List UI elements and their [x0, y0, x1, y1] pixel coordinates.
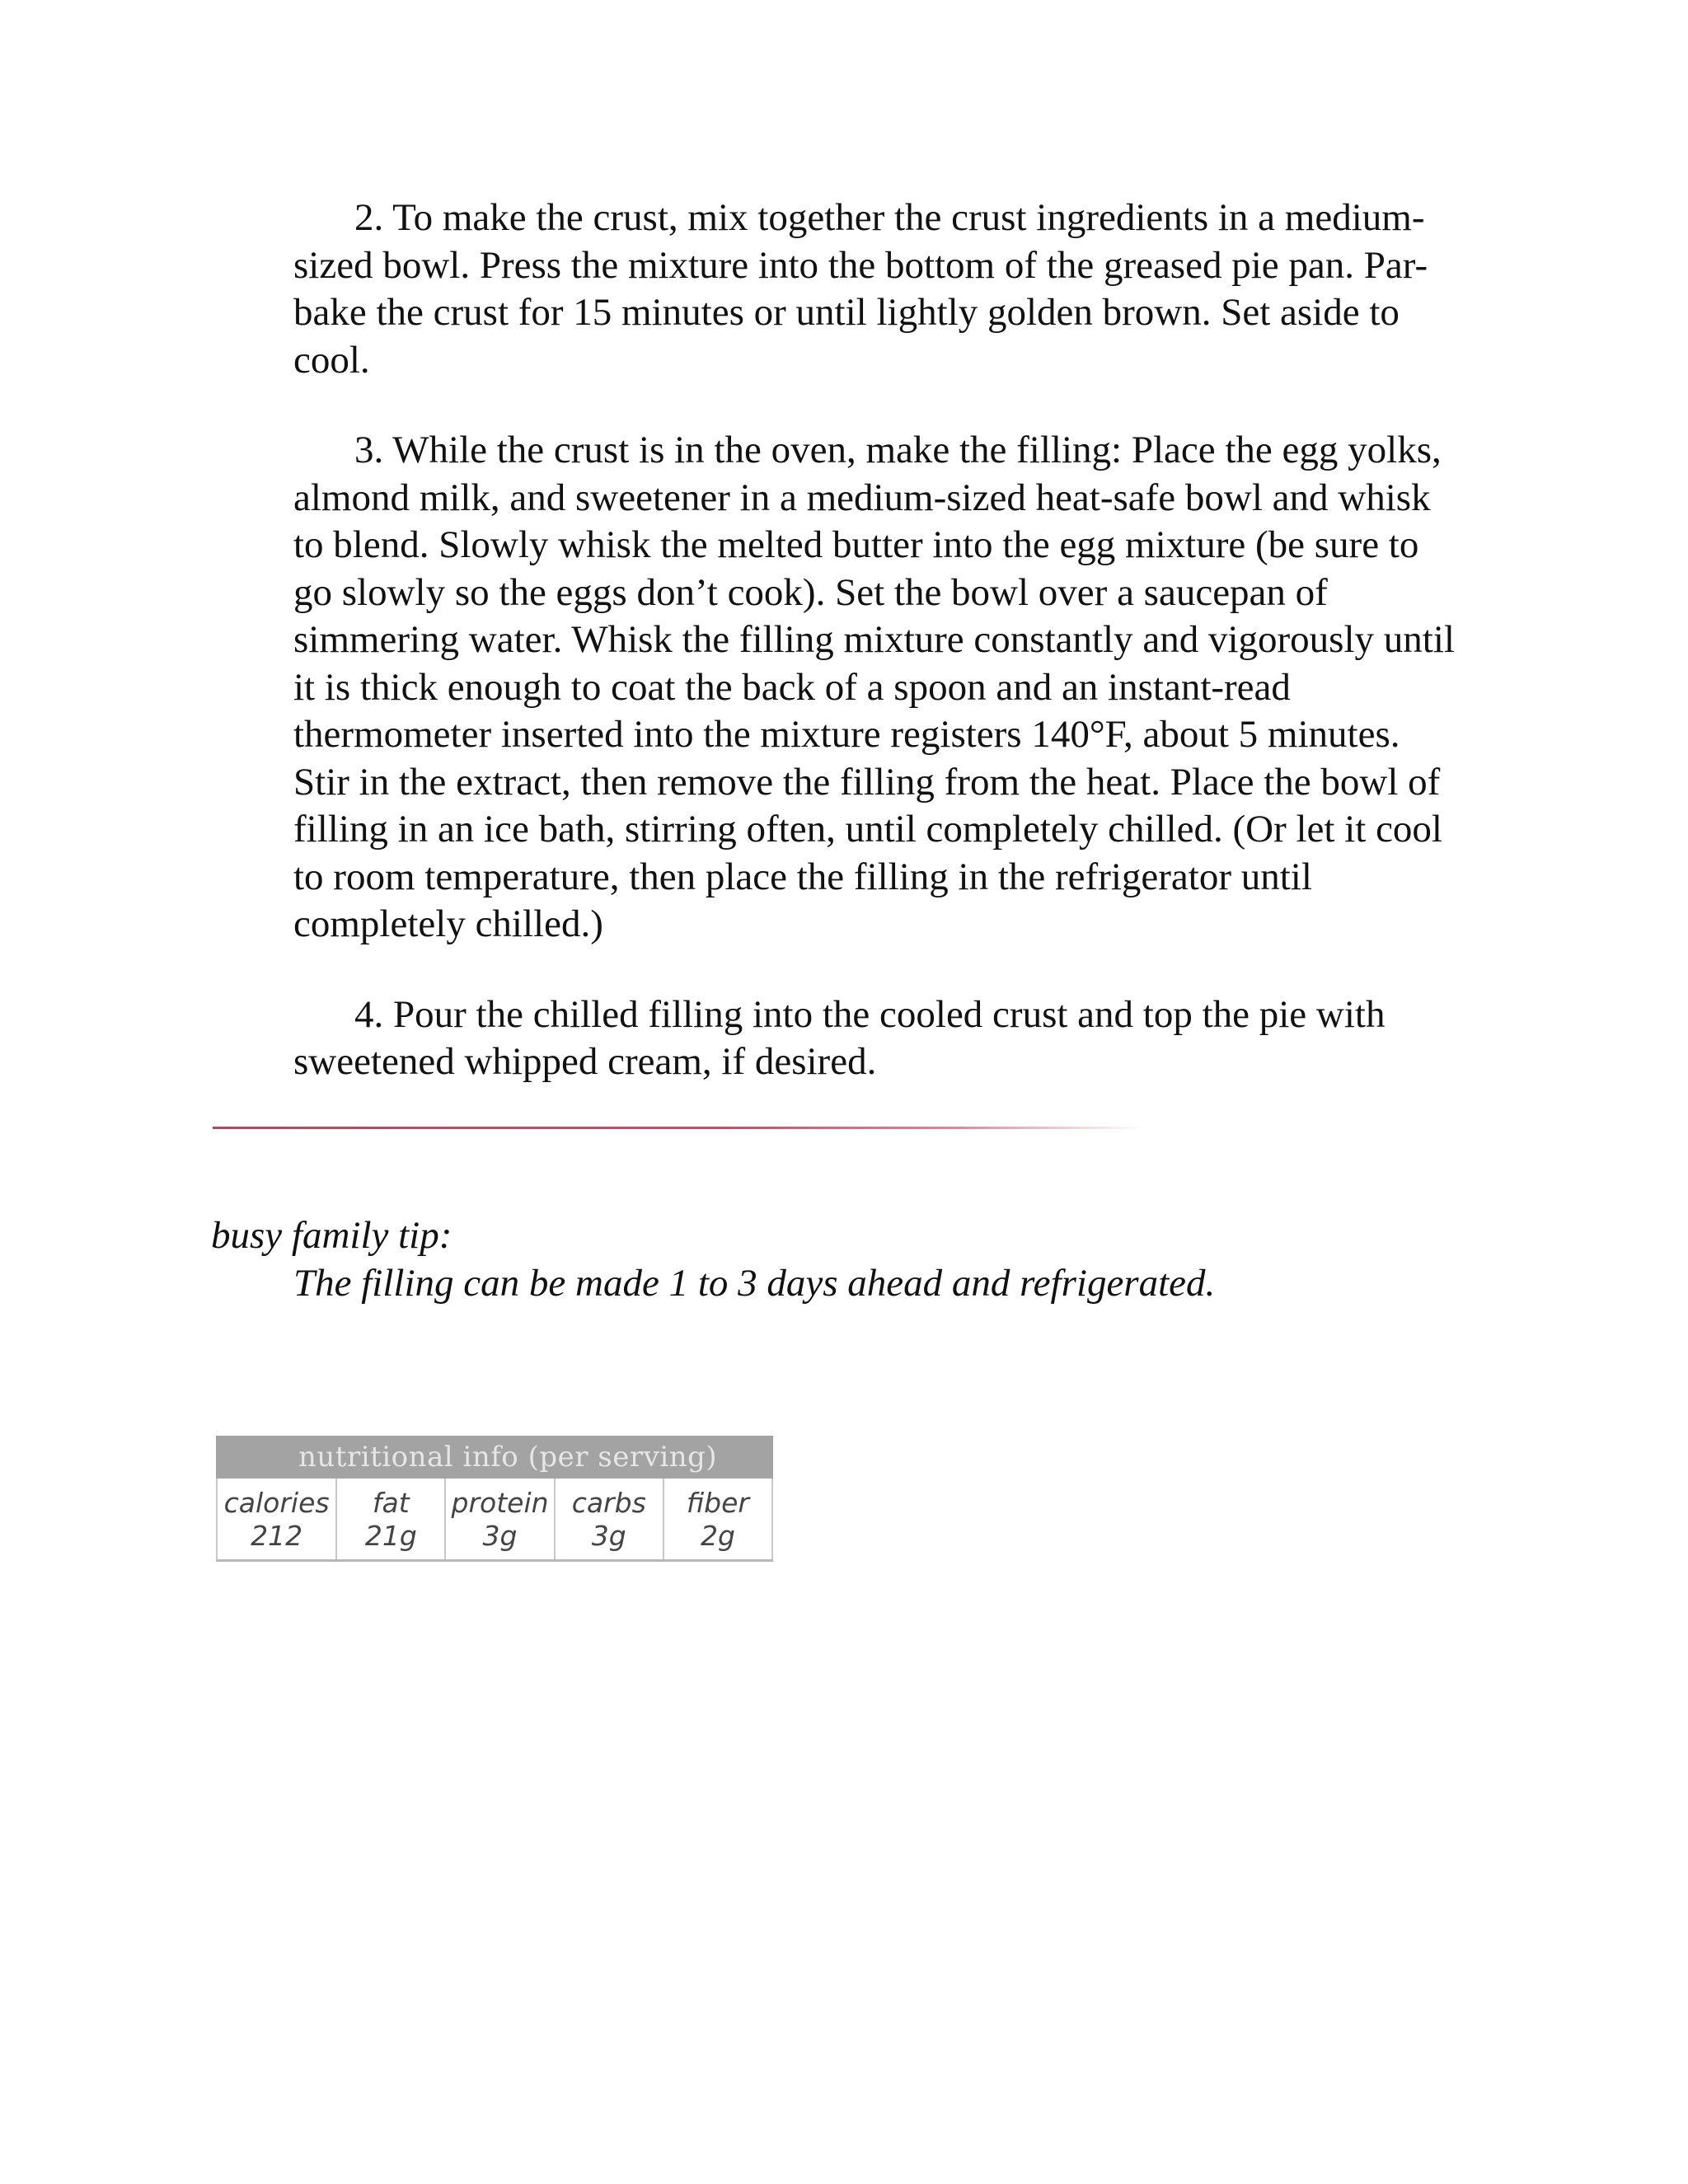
nutrition-cell-calories	[218, 1479, 337, 1559]
tip-title: busy family tip:	[211, 1214, 452, 1257]
nutrition-label: protein	[451, 1487, 549, 1519]
nutrition-value: 21g	[364, 1520, 417, 1552]
nutrition-value: 2g	[700, 1520, 735, 1552]
nutrition-grid	[216, 1479, 773, 1562]
nutrition-label: carbs	[571, 1487, 646, 1519]
nutrition-table	[216, 1436, 773, 1562]
section-divider	[213, 1127, 1144, 1129]
nutrition-value: 212	[251, 1520, 303, 1552]
nutrition-cell-fiber	[664, 1479, 773, 1559]
nutrition-value: 3g	[482, 1520, 518, 1552]
nutrition-cell-carbs	[556, 1479, 664, 1559]
nutrition-cell-protein	[446, 1479, 555, 1559]
step-2: 2. To make the crust, mix together the crust ingredients in a medium-sized bowl. Press the mixture into the bottom of the greased pie pan. Par-bake the crust for 15 minutes or until lightly golden brown. Set aside to cool.	[293, 196, 1428, 382]
nutrition-header: nutritional info (per serving)	[216, 1436, 773, 1479]
tip-text: The filling can be made 1 to 3 days ahead and refrigerated.	[293, 1262, 1216, 1305]
busy-family-tip	[211, 1212, 1530, 1307]
nutrition-label: calories	[223, 1487, 330, 1519]
nutrition-value: 3g	[591, 1520, 626, 1552]
step-4: 4. Pour the chilled filling into the cooled crust and top the pie with sweetened whipped cream, if desired.	[293, 992, 1386, 1083]
step-3: 3. While the crust is in the oven, make the filling: Place the egg yolks, almond milk, and sweetener in a medium-sized heat-safe bowl and whisk to blend. Slowly whisk the melted butter into the egg mixture (be sure to go slowly so the eggs don’t cook). Set the bowl over a saucepan of simmering water. Whisk the filling mixture constantly and vigorously until it is thick enough to coat the back of a spoon and an instant-read thermometer inserted into the mixture registers 140°F, about 5 minutes. Stir in the extract, then remove the filling from the heat. Place the bowl of filling in an ice bath, stirring often, until completely chilled. (Or let it cool to room temperature, then place the filling in the refrigerator until completely chilled.)	[293, 429, 1455, 945]
nutrition-label: fat	[372, 1487, 410, 1519]
nutrition-label: fiber	[686, 1487, 749, 1519]
nutrition-cell-fat	[337, 1479, 446, 1559]
recipe-steps	[293, 194, 1464, 1129]
